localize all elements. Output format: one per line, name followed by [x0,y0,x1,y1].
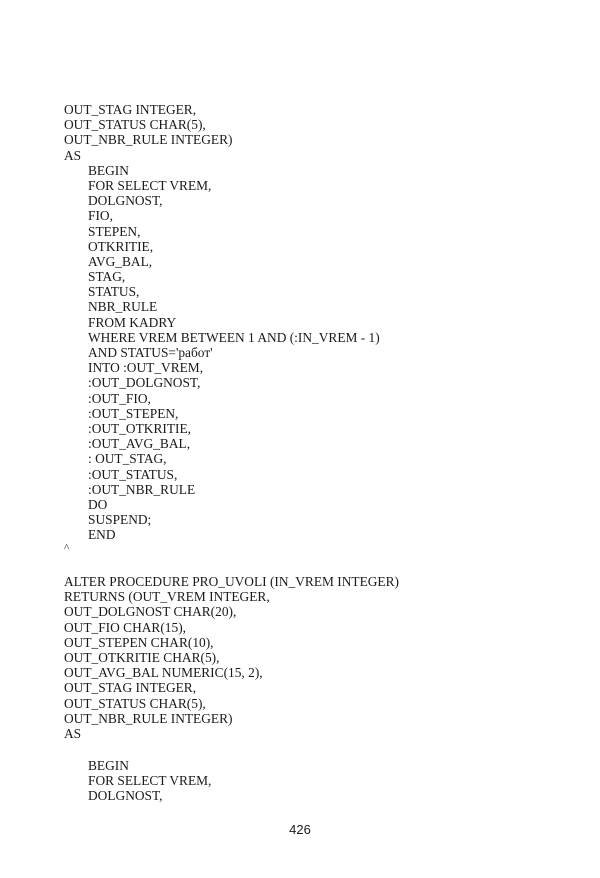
code-line: STAG, [88,269,126,285]
code-line: FOR SELECT VREM, [88,773,212,789]
code-line: ALTER PROCEDURE PRO_UVOLI (IN_VREM INTEGER) [64,574,400,589]
page-number: 426 [289,822,311,837]
code-line: OUT_STEPEN CHAR(10), [64,634,214,650]
code-line: AS [64,725,82,741]
code-line: DOLGNOST, [88,193,163,209]
code-line: OUT_STAG INTEGER, [64,102,197,117]
code-line: BEGIN [88,758,129,773]
code-line: : OUT_STAG, [88,451,167,467]
code-line: OUT_AVG_BAL NUMERIC(15, 2), [64,665,263,681]
code-line: INTO :OUT_VREM, [88,360,204,376]
code-line: NBR_RULE [88,299,158,315]
code-line: OUT_STATUS CHAR(5), [64,117,206,133]
code-line: AS [64,147,82,163]
code-line: BEGIN [88,162,129,178]
code-line: OTKRITIE, [88,238,154,254]
code-line: :OUT_FIO, [88,390,151,406]
code-line: WHERE VREM BETWEEN 1 AND (:IN_VREM - 1) [88,329,380,345]
code-line: OUT_STAG INTEGER, [64,680,197,696]
code-line: FIO, [88,208,113,224]
code-line: OUT_DOLGNOST CHAR(20), [64,604,237,620]
code-line: DO [88,496,108,512]
code-line: :OUT_NBR_RULE [88,481,196,497]
code-line: SUSPEND; [88,512,152,528]
code-line: END [88,527,116,543]
code-line: FROM KADRY [88,314,177,330]
code-line: :OUT_STEPEN, [88,405,179,421]
code-line: OUT_FIO CHAR(15), [64,619,186,635]
code-line: DOLGNOST, [88,788,163,804]
code-line: AVG_BAL, [88,253,153,269]
code-line: STEPEN, [88,223,141,239]
code-line: OUT_NBR_RULE INTEGER) [64,710,233,726]
statement-terminator: ^ [64,542,70,554]
code-line: AND STATUS='работ' [88,345,213,360]
code-line: :OUT_STATUS, [88,466,178,482]
code-line: :OUT_AVG_BAL, [88,436,191,452]
code-line: :OUT_OTKRITIE, [88,420,192,436]
code-line: FOR SELECT VREM, [88,177,212,193]
code-line: :OUT_DOLGNOST, [88,375,201,391]
code-block-procedure-body [64,758,211,804]
code-block-alter-procedure [64,574,399,741]
code-line: OUT_OTKRITIE CHAR(5), [64,649,220,665]
code-line: OUT_STATUS CHAR(5), [64,695,206,711]
code-block-procedure-end [64,102,380,542]
code-line: STATUS, [88,284,140,300]
code-line: RETURNS (OUT_VREM INTEGER, [64,589,270,605]
code-line: OUT_NBR_RULE INTEGER) [64,132,233,148]
